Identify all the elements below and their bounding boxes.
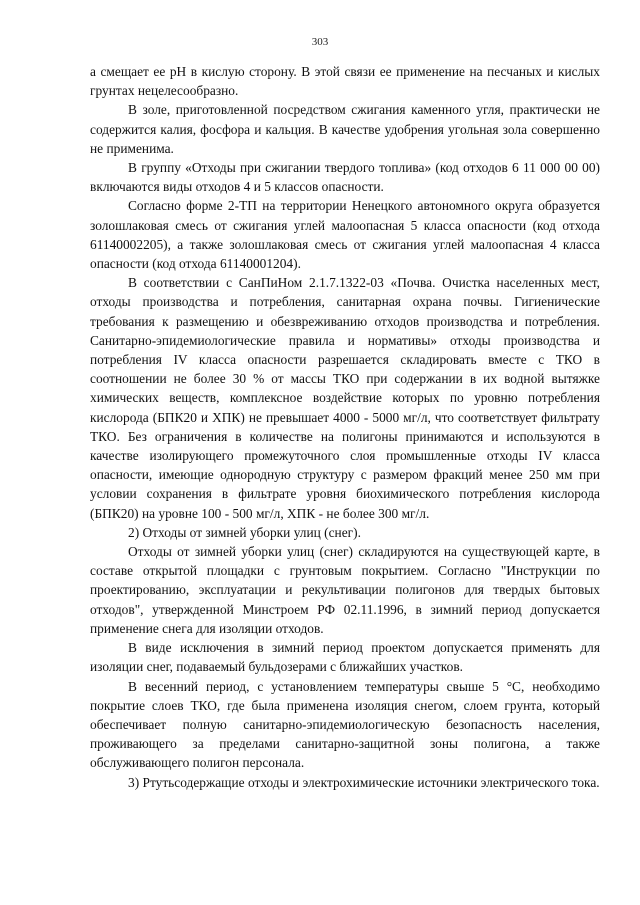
paragraph: Согласно форме 2-ТП на территории Ненецкого автономного округа образуется золошлаковая смесь от сжигания углей малоопасная 5 класса опасности (код отхода 61140002205), а также золошлаковая смесь от сжигания углей малоопасная 4 класса опасности (код отхода 61140001204). <box>90 198 600 272</box>
paragraph: В соответствии с СанПиНом 2.1.7.1322-03 «Почва. Очистка населенных мест, отходы производства и потребления, санитарная охрана почвы. Гигиенические требования к размещению и обезвреживанию отходов производства и потребления. Санитарно-эпидемиологические правила и нормативы» отходы производства и потребления IV класса опасности разрешается складировать вместе с ТКО в соотношении не более 30 % от массы ТКО при содержании в их водной вытяжке химических веществ, комплексное воздействие которых по уровню потребления кислорода (БПК20 и ХПК) не превышает 4000 - 5000 мг/л, что соответствует фильтрату ТКО. Без ограничения в количестве на полигоны принимаются и используются в качестве изолирующего промежуточного слоя промышленные отходы IV класса опасности, имеющие однородную структуру с размером фракций менее 250 мм при условии сохранения в фильтрате уровня биохимического потребления кислорода (БПК20) на уровне 100 - 500 мг/л, ХПК - не более 300 мг/л. <box>90 275 600 521</box>
paragraph: а смещает ее pH в кислую сторону. В этой связи ее применение на песчаных и кислых грунтах нецелесообразно. <box>90 64 600 99</box>
paragraph: В весенний период, с установлением температуры свыше 5 °С, необходимо покрытие слоев ТКО, где была применена изоляция снегом, слоем грунта, который обеспечивает полную санитарно-эпидемиологическую безопасность населения, проживающего за пределами санитарно-защитной зоны полигона, а также обслуживающего полигон персонала. <box>90 678 600 771</box>
paragraph: Отходы от зимней уборки улиц (снег) складируются на существующей карте, в составе открытой площадки с грунтовым покрытием. Согласно "Инструкции по проектированию, эксплуатации и рекультивации полигонов для твердых бытовых отходов", утвержденной Минстроем РФ 02.11.1996, в зимний период допускается применение снега для изоляции отходов. <box>90 544 600 636</box>
paragraph: В группу «Отходы при сжигании твердого топлива» (код отходов 6 11 000 00 00) включаются виды отходов 4 и 5 классов опасности. <box>90 160 600 195</box>
section-heading: 2) Отходы от зимней уборки улиц (снег). <box>128 524 361 540</box>
document-body <box>90 62 600 792</box>
page-number: 303 <box>311 36 329 48</box>
section-heading: 3) Ртутьсодержащие отходы и электрохимические источники электрического тока. <box>128 774 600 790</box>
paragraph: В золе, приготовленной посредством сжигания каменного угля, практически не содержится калия, фосфора и кальция. В качестве удобрения угольная зола совершенно не применима. <box>90 102 600 156</box>
paragraph: В виде исключения в зимний период проектом допускается применять для изоляции снег, подаваемый бульдозерами с ближайших участков. <box>90 640 600 675</box>
